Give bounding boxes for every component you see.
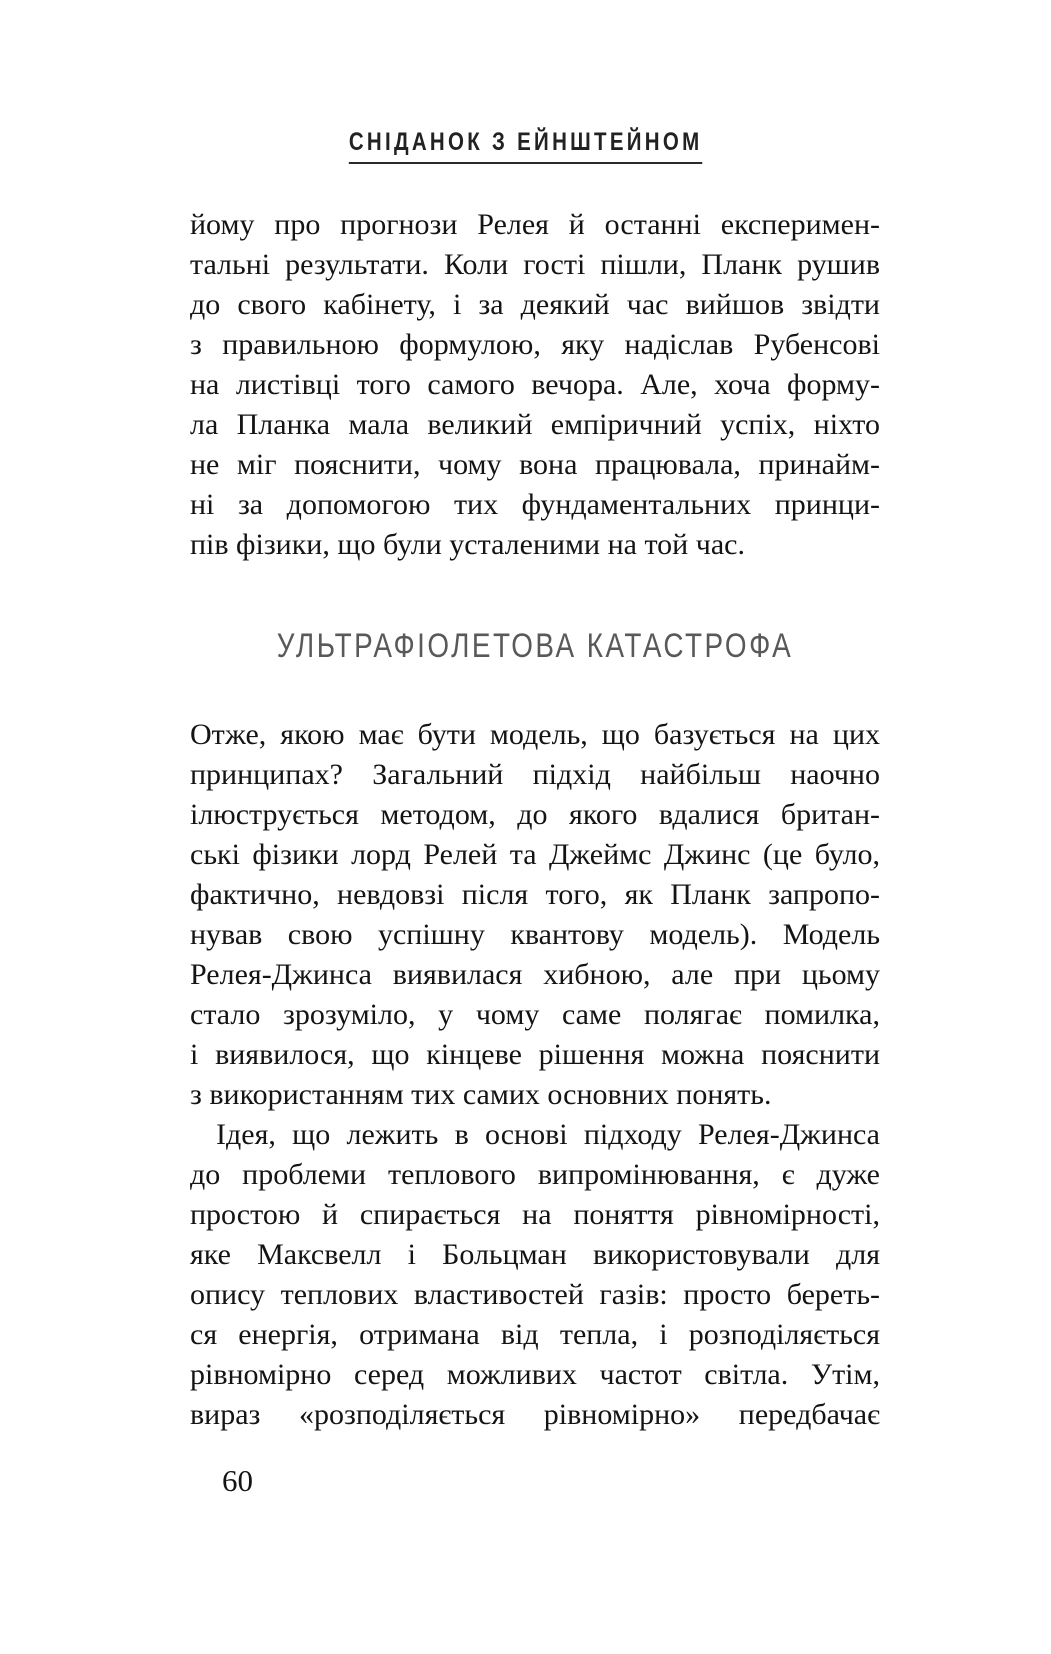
text-line: фактично, невдовзі після того, як Планк запропо- bbox=[190, 878, 880, 911]
text-line: пів фізики, що були усталеними на той час. bbox=[190, 528, 745, 561]
paragraph-3 bbox=[190, 1115, 880, 1435]
text-line: до свого кабінету, і за деякий час вийшов звідти bbox=[190, 288, 880, 321]
text-line: не міг пояснити, чому вона працювала, принайм- bbox=[190, 448, 880, 481]
text-line: яке Максвелл і Больцман використовували для bbox=[190, 1238, 880, 1271]
text-line: ла Планка мала великий емпіричний успіх, ніхто bbox=[190, 408, 880, 441]
text-line: ні за допомогою тих фундаментальних принци- bbox=[190, 488, 880, 521]
text-line: простою й спирається на поняття рівномірності, bbox=[190, 1198, 880, 1231]
text-line: Ідея, що лежить в основі підходу Релея-Джинса bbox=[216, 1118, 880, 1151]
text-line: рівномірно серед можливих частот світла. Утім, bbox=[190, 1358, 880, 1391]
running-header bbox=[0, 128, 1051, 164]
text-line: з правильною формулою, яку надіслав Рубенсові bbox=[190, 328, 880, 361]
text-line: Релея-Джинса виявилася хибною, але при цьому bbox=[190, 958, 880, 991]
text-line: тальні результати. Коли гості пішли, Планк рушив bbox=[190, 248, 880, 281]
text-line: вираз «розподіляється рівномірно» передбачає bbox=[190, 1398, 880, 1431]
body-text bbox=[190, 205, 880, 1435]
section-heading-text: УЛЬТРАФІОЛЕТОВА КАТАСТРОФА bbox=[276, 627, 794, 665]
text-line: з використанням тих самих основних понять. bbox=[190, 1078, 772, 1111]
text-line: ські фізики лорд Релей та Джеймс Джинс (це було, bbox=[190, 838, 880, 871]
paragraph-2 bbox=[190, 715, 880, 1115]
text-line: до проблеми теплового випромінювання, є дуже bbox=[190, 1158, 880, 1191]
text-line: ілюструється методом, до якого вдалися британ- bbox=[190, 798, 880, 831]
text-line: ся енергія, отримана від тепла, і розподіляється bbox=[190, 1318, 880, 1351]
text-line: нував свою успішну квантову модель). Модель bbox=[190, 918, 880, 951]
text-line: опису теплових властивостей газів: просто береть- bbox=[190, 1278, 880, 1311]
text-line: Отже, якою має бути модель, що базується на цих bbox=[190, 718, 880, 751]
text-line: і виявилося, що кінцеве рішення можна пояснити bbox=[190, 1038, 880, 1071]
text-line: стало зрозуміло, у чому саме полягає помилка, bbox=[190, 998, 880, 1031]
paragraph-1 bbox=[190, 205, 880, 565]
text-line: йому про прогнози Релея й останні експеримен- bbox=[190, 208, 880, 241]
page-number: 60 bbox=[222, 1463, 253, 1498]
running-header-text: СНІДАНОК З ЕЙНШТЕЙНОМ bbox=[349, 128, 703, 164]
section-heading bbox=[190, 627, 880, 669]
text-line: принципах? Загальний підхід найбільш наочно bbox=[190, 758, 880, 791]
text-line: на листівці того самого вечора. Але, хоча форму- bbox=[190, 368, 880, 401]
